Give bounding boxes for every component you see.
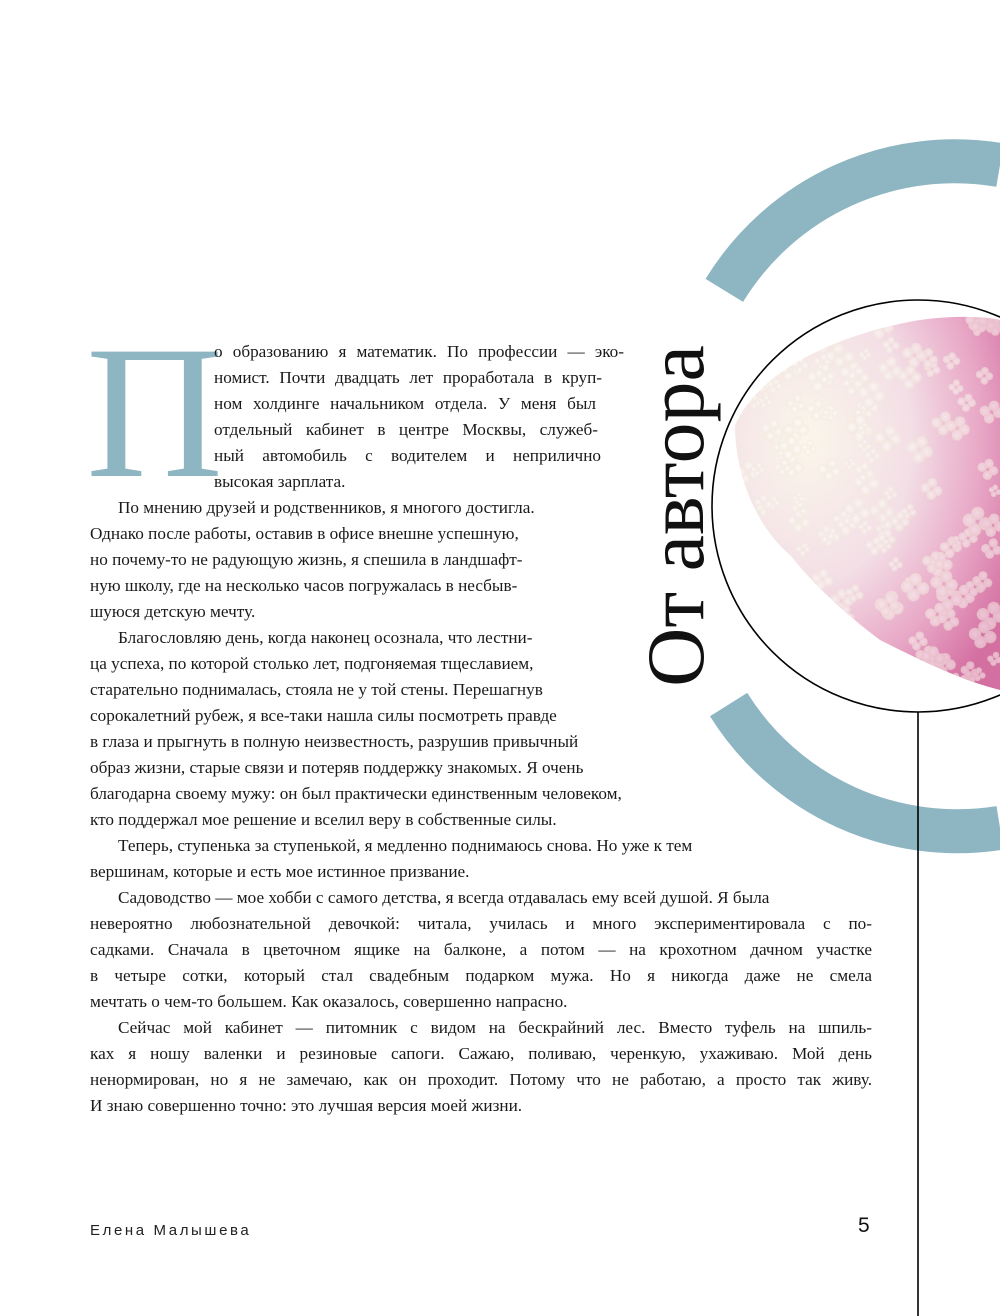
body-text-line: высокая зарплата. xyxy=(214,472,346,491)
blue-ring-arc-top xyxy=(724,161,1000,290)
body-text-line: И знаю совершенно точно: это лучшая версия моей жизни. xyxy=(90,1096,523,1115)
body-text-line: мечтать о чем-то большем. Как оказалось, совершенно напрасно. xyxy=(90,992,568,1011)
body-text-line: вершинам, которые и есть мое истинное призвание. xyxy=(90,862,470,881)
body-text-line: Благословляю день, когда наконец осознала, что лестни- xyxy=(118,628,533,647)
body-text-line: кто поддержал мое решение и вселил веру в собственные силы. xyxy=(90,810,557,829)
body-text-line: невероятно любознательной девочкой: читала, училась и много экспериментировала с по- xyxy=(90,914,872,933)
body-text-line: Теперь, ступенька за ступенькой, я медленно поднимаюсь снова. Но уже к тем xyxy=(118,836,693,855)
body-text-line: отдельный кабинет в центре Москвы, служеб- xyxy=(214,420,598,439)
body-text-line: Однако после работы, оставив в офисе внешне успешную, xyxy=(90,524,519,543)
body-text-line: старательно поднималась, стояла не у той стены. Перешагнув xyxy=(90,680,543,699)
body-text-line: ный автомобиль с водителем и неприлично xyxy=(214,446,601,465)
page-number: 5 xyxy=(858,1214,870,1237)
body-text-line: шуюся детскую мечту. xyxy=(90,602,256,621)
body-text-line: в глаза и прыгнуть в полную неизвестность, разрушив привычный xyxy=(90,732,579,751)
body-text-line: ках я ношу валенки и резиновые сапоги. Сажаю, поливаю, черенкую, ухаживаю. Мой день xyxy=(90,1044,872,1063)
body-text-line: ца успеха, по которой столько лет, подгоняемая тщеславием, xyxy=(90,654,534,673)
body-text-line: ном холдинге начальником отдела. У меня был xyxy=(214,394,596,413)
body-text-line: Садоводство — мое хобби с самого детства, я всегда отдавалась ему всей душой. Я была xyxy=(118,888,770,907)
drop-cap-letter: П xyxy=(86,308,224,518)
page-title: От автора xyxy=(630,345,721,687)
body-text-line: благодарна своему мужу: он был практически единственным человеком, xyxy=(90,784,622,803)
body-text-line: сорокалетний рубеж, я все-таки нашла силы посмотреть правде xyxy=(90,706,557,725)
body-text-line: о образованию я математик. По профессии — эко- xyxy=(214,342,624,361)
body-text-line: По мнению друзей и родственников, я многого достигла. xyxy=(118,498,535,517)
body-text-line: Сейчас мой кабинет — питомник с видом на бескрайний лес. Вместо туфель на шпиль- xyxy=(118,1018,872,1037)
body-text-line: в четыре сотки, который стал свадебным подарком мужа. Но я никогда даже не смела xyxy=(90,966,872,985)
blue-ring-arc-bottom xyxy=(729,705,1000,832)
body-text-line: садками. Сначала в цветочном ящике на балконе, а потом — на крохотном дачном участке xyxy=(90,940,872,959)
body-text-line: образ жизни, старые связи и потеряв поддержку знакомых. Я очень xyxy=(90,758,584,777)
body-text-line: ненормирован, но я не замечаю, как он проходит. Потому что не работаю, а просто так живу. xyxy=(90,1070,872,1089)
body-text-line: но почему-то не радующую жизнь, я спешила в ландшафт- xyxy=(90,550,523,569)
footer-author: Елена Малышева xyxy=(90,1222,252,1239)
body-text-line: ную школу, где на несколько часов погружалась в несбыв- xyxy=(90,576,518,595)
body-text-line: номист. Почти двадцать лет проработала в круп- xyxy=(214,368,602,387)
